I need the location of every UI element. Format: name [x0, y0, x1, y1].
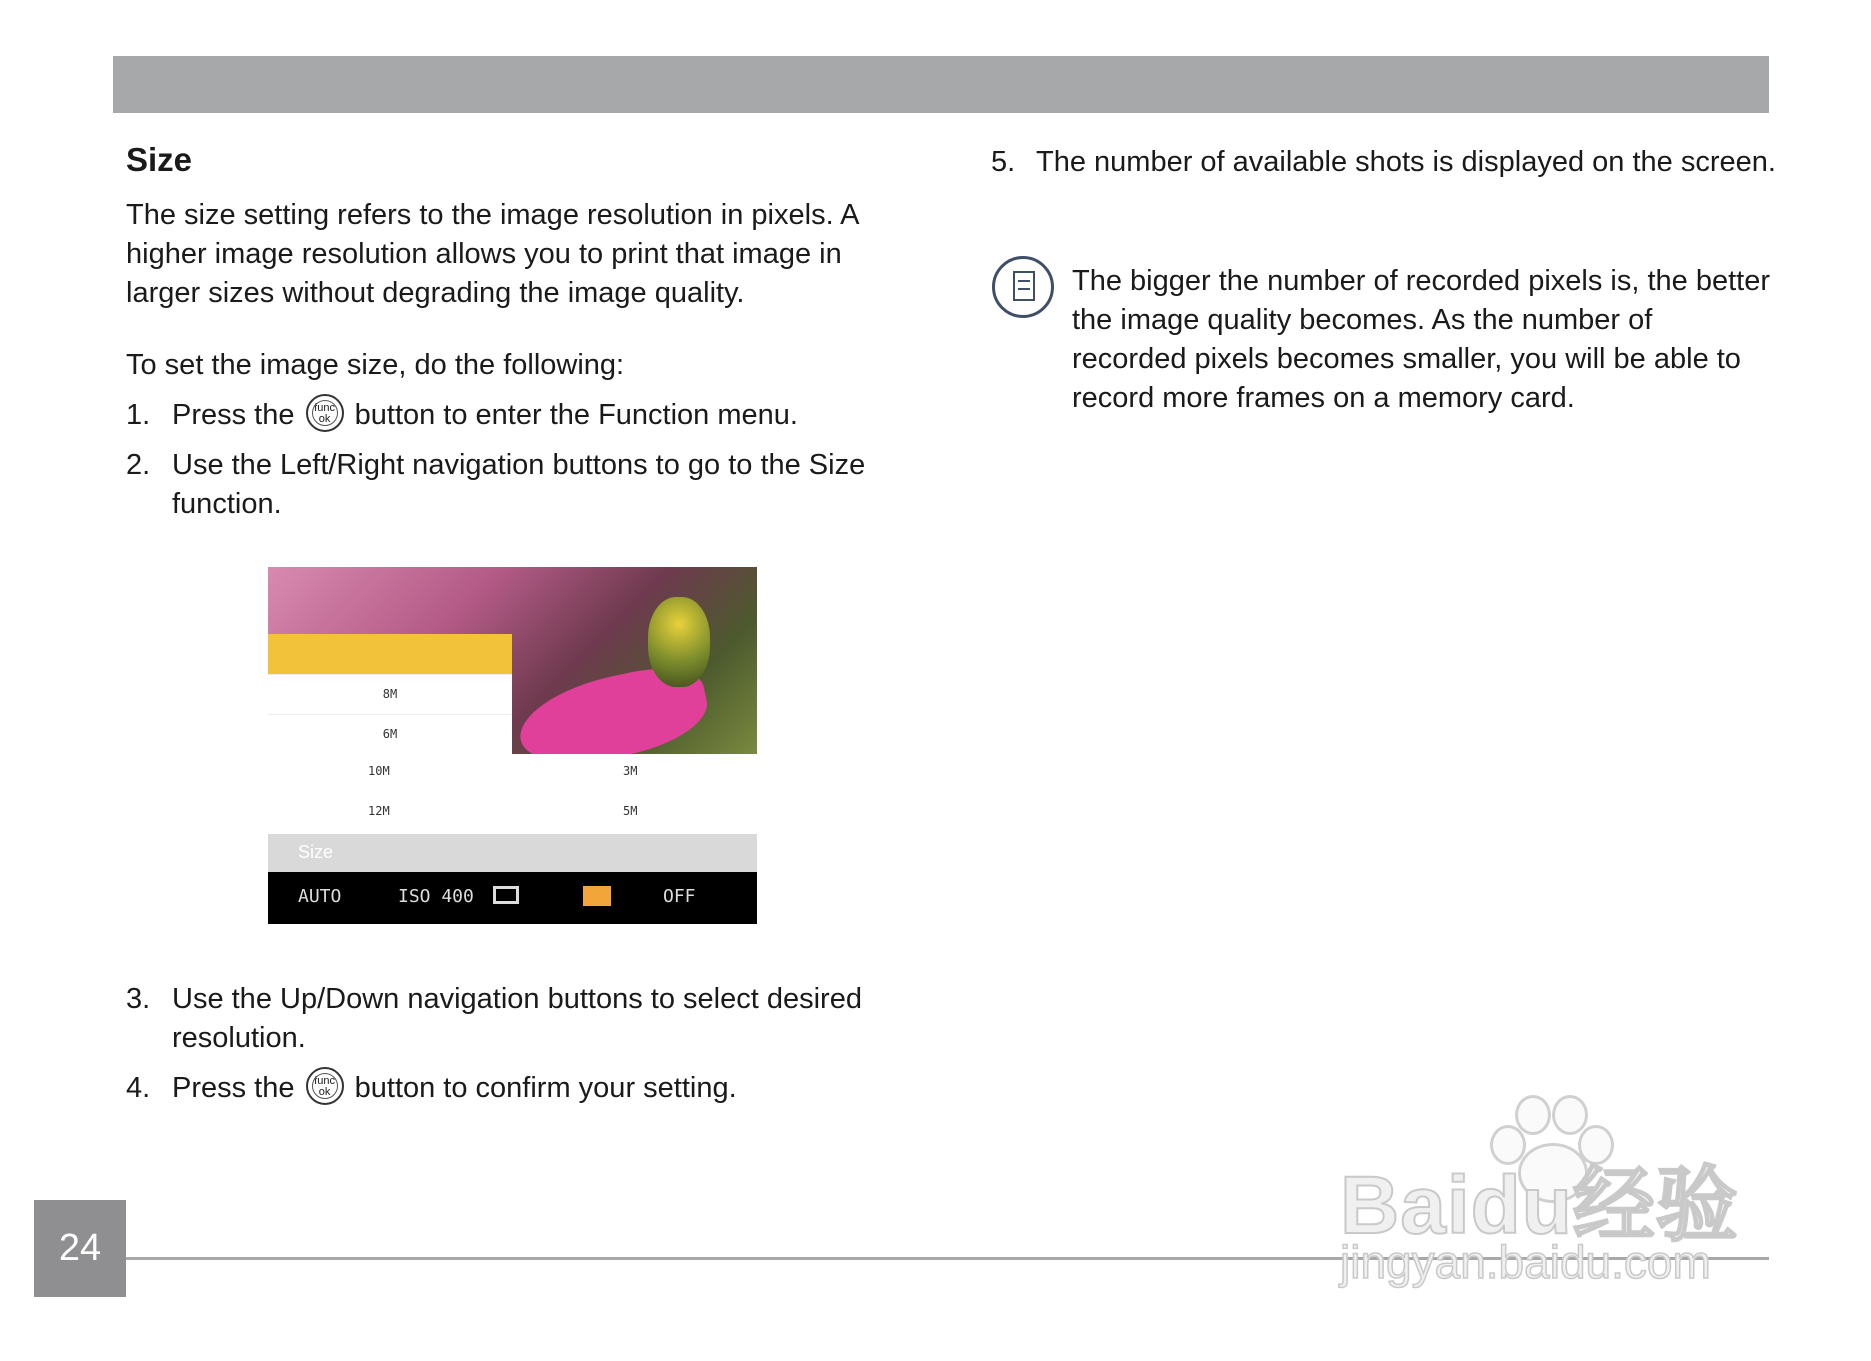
function-item: AUTO: [298, 886, 342, 907]
step-number: 4.: [126, 1072, 151, 1104]
step-text: Use the Left/Right navigation buttons to go to the Size function.: [172, 449, 866, 520]
step-number: 5.: [991, 146, 1016, 178]
func-ok-button-icon: func ok: [306, 1067, 344, 1105]
header-bar: [113, 56, 1769, 113]
baidu-watermark: [1340, 1095, 1780, 1295]
size-menu: [268, 634, 512, 754]
menu-row: 8M: [268, 674, 512, 715]
step-text: The number of available shots is displayed on the screen.: [1036, 146, 1776, 178]
function-item: ISO 400: [398, 886, 474, 907]
note-text: The bigger the number of recorded pixels is, the better the image quality becomes. As the number of recorded pixels becomes smaller, you will be able to record more frames on a memory card.: [1072, 265, 1770, 414]
step-number: 2.: [126, 449, 151, 481]
menu-row: 6M: [268, 714, 512, 755]
menu-label-strip: Size: [268, 834, 757, 872]
size-option: 3M: [623, 764, 638, 778]
step-text: Use the Up/Down navigation buttons to select desired resolution.: [172, 983, 862, 1054]
func-ok-button-icon: func ok: [306, 394, 344, 432]
size-option: 10M: [368, 764, 390, 778]
flower-bud: [648, 597, 710, 687]
note-icon: [992, 256, 1054, 318]
size-icon: [583, 886, 611, 906]
camera-screen-illustration: [268, 567, 757, 924]
step-number: 1.: [126, 399, 151, 431]
size-option: 12M: [368, 804, 390, 818]
size-option: 5M: [623, 804, 638, 818]
intro-paragraph: The size setting refers to the image resolution in pixels. A higher image resolution allows you to print that image in larger sizes without degrading the image quality.: [126, 199, 858, 309]
watermark-main-text: Baidu经验: [1340, 1160, 1739, 1251]
watermark-url: jingyan.baidu.com: [1340, 1236, 1711, 1288]
step-number: 3.: [126, 983, 151, 1015]
step-text: Press the func ok button to confirm your setting.: [172, 1069, 737, 1108]
step-text: Press the func ok button to enter the Function menu.: [172, 396, 798, 435]
size-options-grid: [268, 754, 757, 834]
function-bar: [268, 872, 757, 924]
page-number: 24: [34, 1200, 126, 1297]
menu-row-selected: [268, 634, 512, 675]
instructions-lead: To set the image size, do the following:: [126, 349, 625, 381]
function-item: OFF: [663, 886, 696, 907]
drive-mode-icon: [493, 886, 519, 904]
section-title: Size: [126, 141, 193, 178]
